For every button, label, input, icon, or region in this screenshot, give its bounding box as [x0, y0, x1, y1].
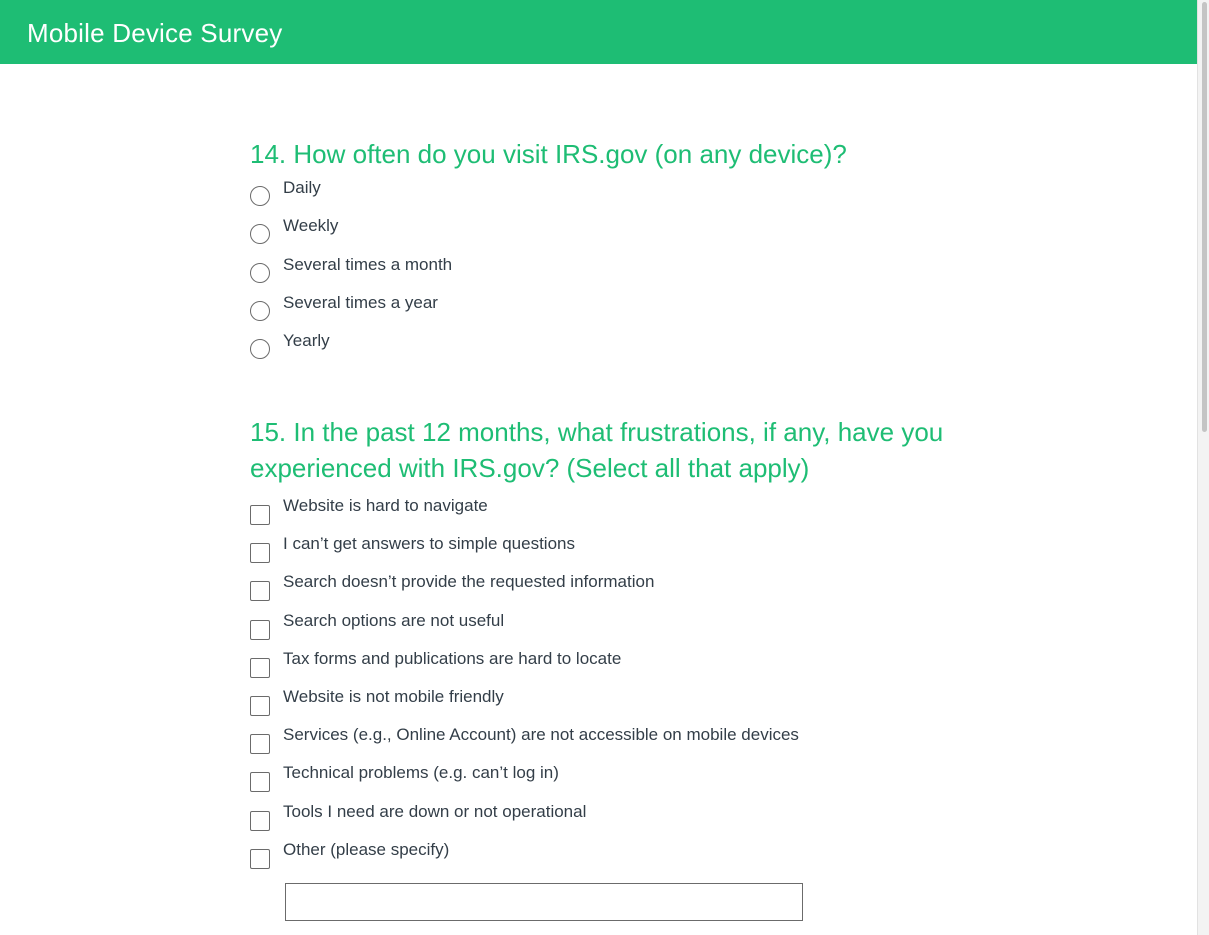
option-label: Several times a month	[283, 254, 453, 274]
question-14-title: 14. How often do you visit IRS.gov (on any device)?	[250, 139, 847, 169]
checkbox-option-search-not-useful[interactable]	[250, 611, 950, 649]
radio-option-several-times-a-year[interactable]	[250, 293, 950, 331]
checkbox-option-no-answers[interactable]	[250, 534, 950, 572]
checkbox[interactable]	[250, 849, 270, 869]
checkbox-option-technical-problems[interactable]	[250, 763, 950, 801]
option-label: Website is not mobile friendly	[283, 686, 504, 706]
radio-option-daily[interactable]	[250, 178, 950, 216]
checkbox[interactable]	[250, 811, 270, 831]
checkbox[interactable]	[250, 620, 270, 640]
question-15	[250, 414, 950, 878]
scrollbar-thumb[interactable]	[1202, 2, 1207, 432]
checkbox-option-hard-to-navigate[interactable]	[250, 496, 950, 534]
radio-option-yearly[interactable]	[250, 331, 950, 369]
checkbox[interactable]	[250, 658, 270, 678]
radio-button[interactable]	[250, 339, 270, 359]
checkbox[interactable]	[250, 696, 270, 716]
option-label: Weekly	[283, 216, 339, 236]
checkbox[interactable]	[250, 581, 270, 601]
checkbox-option-forms-hard-to-locate[interactable]	[250, 649, 950, 687]
radio-option-several-times-a-month[interactable]	[250, 255, 950, 293]
radio-button[interactable]	[250, 186, 270, 206]
checkbox[interactable]	[250, 734, 270, 754]
option-label: Daily	[283, 178, 321, 197]
survey-title: Mobile Device Survey	[27, 18, 283, 48]
option-label: Website is hard to navigate	[283, 496, 488, 515]
checkbox[interactable]	[250, 772, 270, 792]
option-label: Tools I need are down or not operational	[283, 801, 587, 821]
question-14	[250, 136, 950, 369]
option-label: Tax forms and publications are hard to locate	[283, 648, 622, 668]
radio-button[interactable]	[250, 224, 270, 244]
checkbox-option-not-mobile-friendly[interactable]	[250, 687, 950, 725]
vertical-scrollbar[interactable]	[1197, 0, 1209, 935]
question-15-options	[250, 496, 950, 878]
option-label: Search options are not useful	[283, 610, 505, 630]
checkbox-option-other[interactable]	[250, 840, 950, 878]
radio-button[interactable]	[250, 301, 270, 321]
option-label: Yearly	[283, 331, 330, 351]
checkbox-option-tools-down[interactable]	[250, 802, 950, 840]
checkbox-option-search-no-info[interactable]	[250, 572, 950, 610]
checkbox-option-services-not-accessible[interactable]	[250, 725, 950, 763]
checkbox[interactable]	[250, 505, 270, 525]
option-label: I can’t get answers to simple questions	[283, 534, 575, 554]
option-label: Other (please specify)	[283, 839, 450, 859]
other-specify-input[interactable]	[285, 883, 803, 921]
option-label: Technical problems (e.g. can’t log in)	[283, 763, 559, 783]
question-15-title: 15. In the past 12 months, what frustrations, if any, have you experienced with IRS.gov? (Select all that apply)	[250, 417, 944, 483]
option-label: Several times a year	[283, 292, 438, 312]
option-label: Search doesn’t provide the requested information	[283, 572, 655, 592]
checkbox[interactable]	[250, 543, 270, 563]
radio-option-weekly[interactable]	[250, 216, 950, 254]
survey-header	[0, 0, 1197, 64]
question-14-options	[250, 178, 950, 369]
radio-button[interactable]	[250, 263, 270, 283]
option-label: Services (e.g., Online Account) are not accessible on mobile devices	[283, 725, 799, 745]
